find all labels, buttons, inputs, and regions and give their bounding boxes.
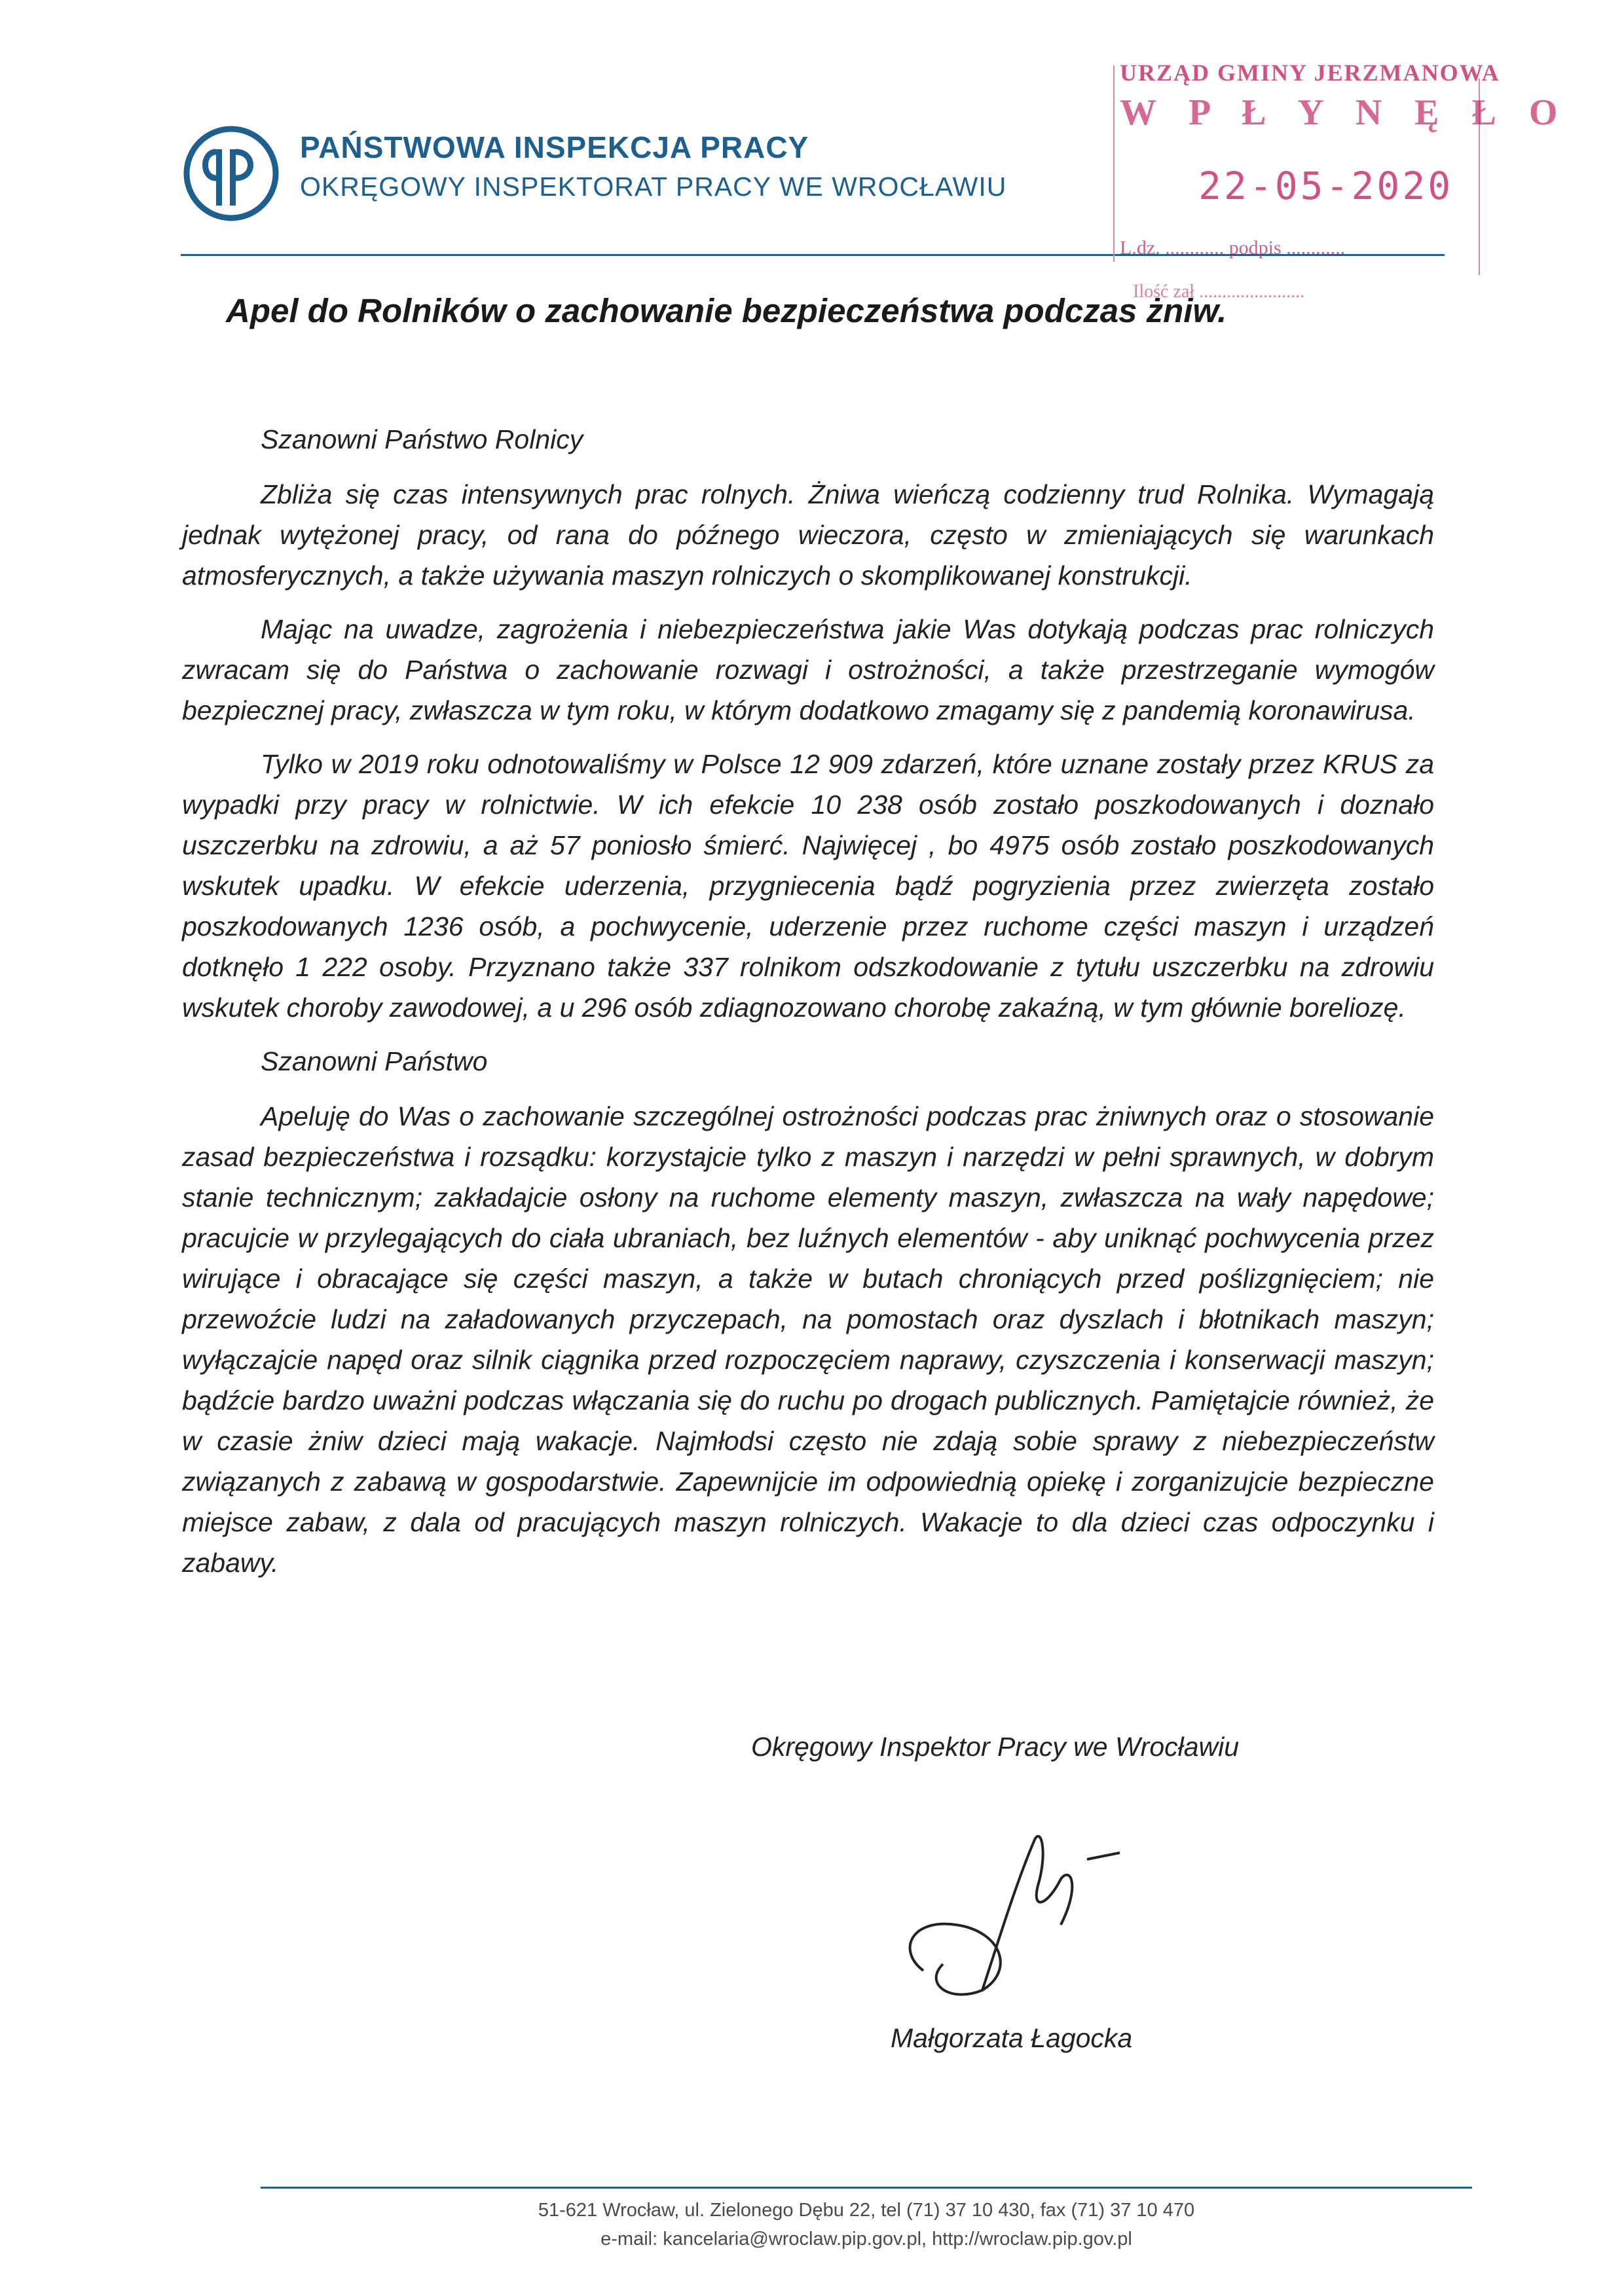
paragraph-2: Mając na uwadze, zagrożenia i niebezpieczeństwa jakie Was dotykają podczas prac rolniczych zwracam się do Państwa o zachowanie rozwagi i ostrożności, a także przestrzeganie wymogów bezpiecznej pracy, zwłaszcza w tym roku, w którym dodatkowo zmagamy się z pandemią koronawirusa. [182, 614, 1434, 725]
pip-logo-icon [182, 124, 280, 223]
org-subtitle: OKRĘGOWY INSPEKTORAT PRACY WE WROCŁAWIU [300, 172, 1007, 202]
paragraph-3: Tylko w 2019 roku odnotowaliśmy w Polsce 12 909 zdarzeń, które uznane zostały przez KRUS za wypadki przy pracy w rolnictwie. W ich efekcie 10 238 osób zostało poszkodowanych i doznało uszczerbku na zdrowiu, a aż 57 poniosło śmierć. Najwięcej , bo 4975 osób zostało poszkodowanych wskutek upadku. W efekcie uderzenia, przygniecenia bądź pogryzienia przez zwierzęta zostało poszkodowanych 1236 osób, a pochwycenie, uderzenie przez ruchome części maszyn i urządzeń dotknęło 1 222 osoby. Przyznano także 337 rolnikom odszkodowanie z tytułu uszczerbku na zdrowiu wskutek choroby zawodowej, a u 296 osób zdiagnozowano chorobę zakaźną, w tym głównie boreliozę. [182, 749, 1434, 1023]
stamp-ilosc: Ilość zał ....................... [1133, 282, 1305, 302]
handwritten-signature-icon [884, 1755, 1159, 2043]
footer-address: 51-621 Wrocław, ul. Zielonego Dębu 22, tel (71) 37 10 430, fax (71) 37 10 470 [538, 2200, 1195, 2221]
stamp-office: URZĄD GMINY JERZMANOWA [1120, 60, 1500, 86]
footer-contact: e-mail: kancelaria@wroclaw.pip.gov.pl, http://wroclaw.pip.gov.pl [600, 2229, 1132, 2250]
salutation: Szanowni Państwo Rolnicy [261, 424, 583, 454]
letter-body [182, 419, 1434, 1596]
stamp-border-left [1113, 65, 1115, 262]
signatory-title: Okręgowy Inspektor Pracy we Wrocławiu [751, 1732, 1240, 1762]
paragraph-1: Zbliża się czas intensywnych prac rolnych. Żniwa wieńczą codzienny trud Rolnika. Wymagają jednak wytężonej pracy, od rana do późnego wieczora, często w zmieniających się warunkach atmosferycznych, a także używania maszyn rolniczych o skomplikowanej konstrukcji. [182, 479, 1434, 591]
stamp-ldz: L.dz. ............ podpis ............ [1120, 237, 1346, 259]
document-title: Apel do Rolników o zachowanie bezpieczeństwa podczas żniw. [226, 292, 1227, 329]
footer-divider [261, 2187, 1472, 2189]
paragraph-4: Apeluję do Was o zachowanie szczególnej ostrożności podczas prac żniwnych oraz o stosowanie zasad bezpieczeństwa i rozsądku: korzystajcie tylko z maszyn i narzędzi w pełni sprawnych, w dobrym stanie technicznym; zakładajcie osłony na ruchome elementy maszyn, zwłaszcza na wały napędowe; pracujcie w przylegających do ciała ubraniach, bez luźnych elementów - aby uniknąć pochwycenia przez wirujące i obracające się części maszyn, a także w butach chroniących przed poślizgnięciem; nie przewoźcie ludzi na załadowanych przyczepach, na pomostach oraz dyszlach i błotnikach maszyn; wyłączajcie napęd oraz silnik ciągnika przed rozpoczęciem naprawy, czyszczenia i konserwacji maszyn; bądźcie bardzo uważni podczas włączania się do ruchu po drogach publicznych. Pamiętajcie również, że w czasie żniw dzieci mają wakacje. Najmłodsi często nie zdają sobie sprawy z niebezpieczeństw związanych z zabawą w gospodarstwie. Zapewnijcie im odpowiednią opiekę i zorganizujcie bezpieczne miejsce zabaw, z dala od pracujących maszyn rolniczych. Wakacje to dla dzieci czas odpoczynku i zabawy. [182, 1101, 1434, 1578]
signatory-name: Małgorzata Łagocka [891, 2023, 1133, 2053]
stamp-date: 22-05-2020 [1198, 164, 1454, 208]
received-stamp [1107, 26, 1570, 302]
org-name: PAŃSTWOWA INSPEKCJA PRACY [300, 130, 809, 164]
salutation-2: Szanowni Państwo [261, 1046, 488, 1076]
stamp-received: W P Ł Y N Ę Ł O [1120, 92, 1570, 133]
